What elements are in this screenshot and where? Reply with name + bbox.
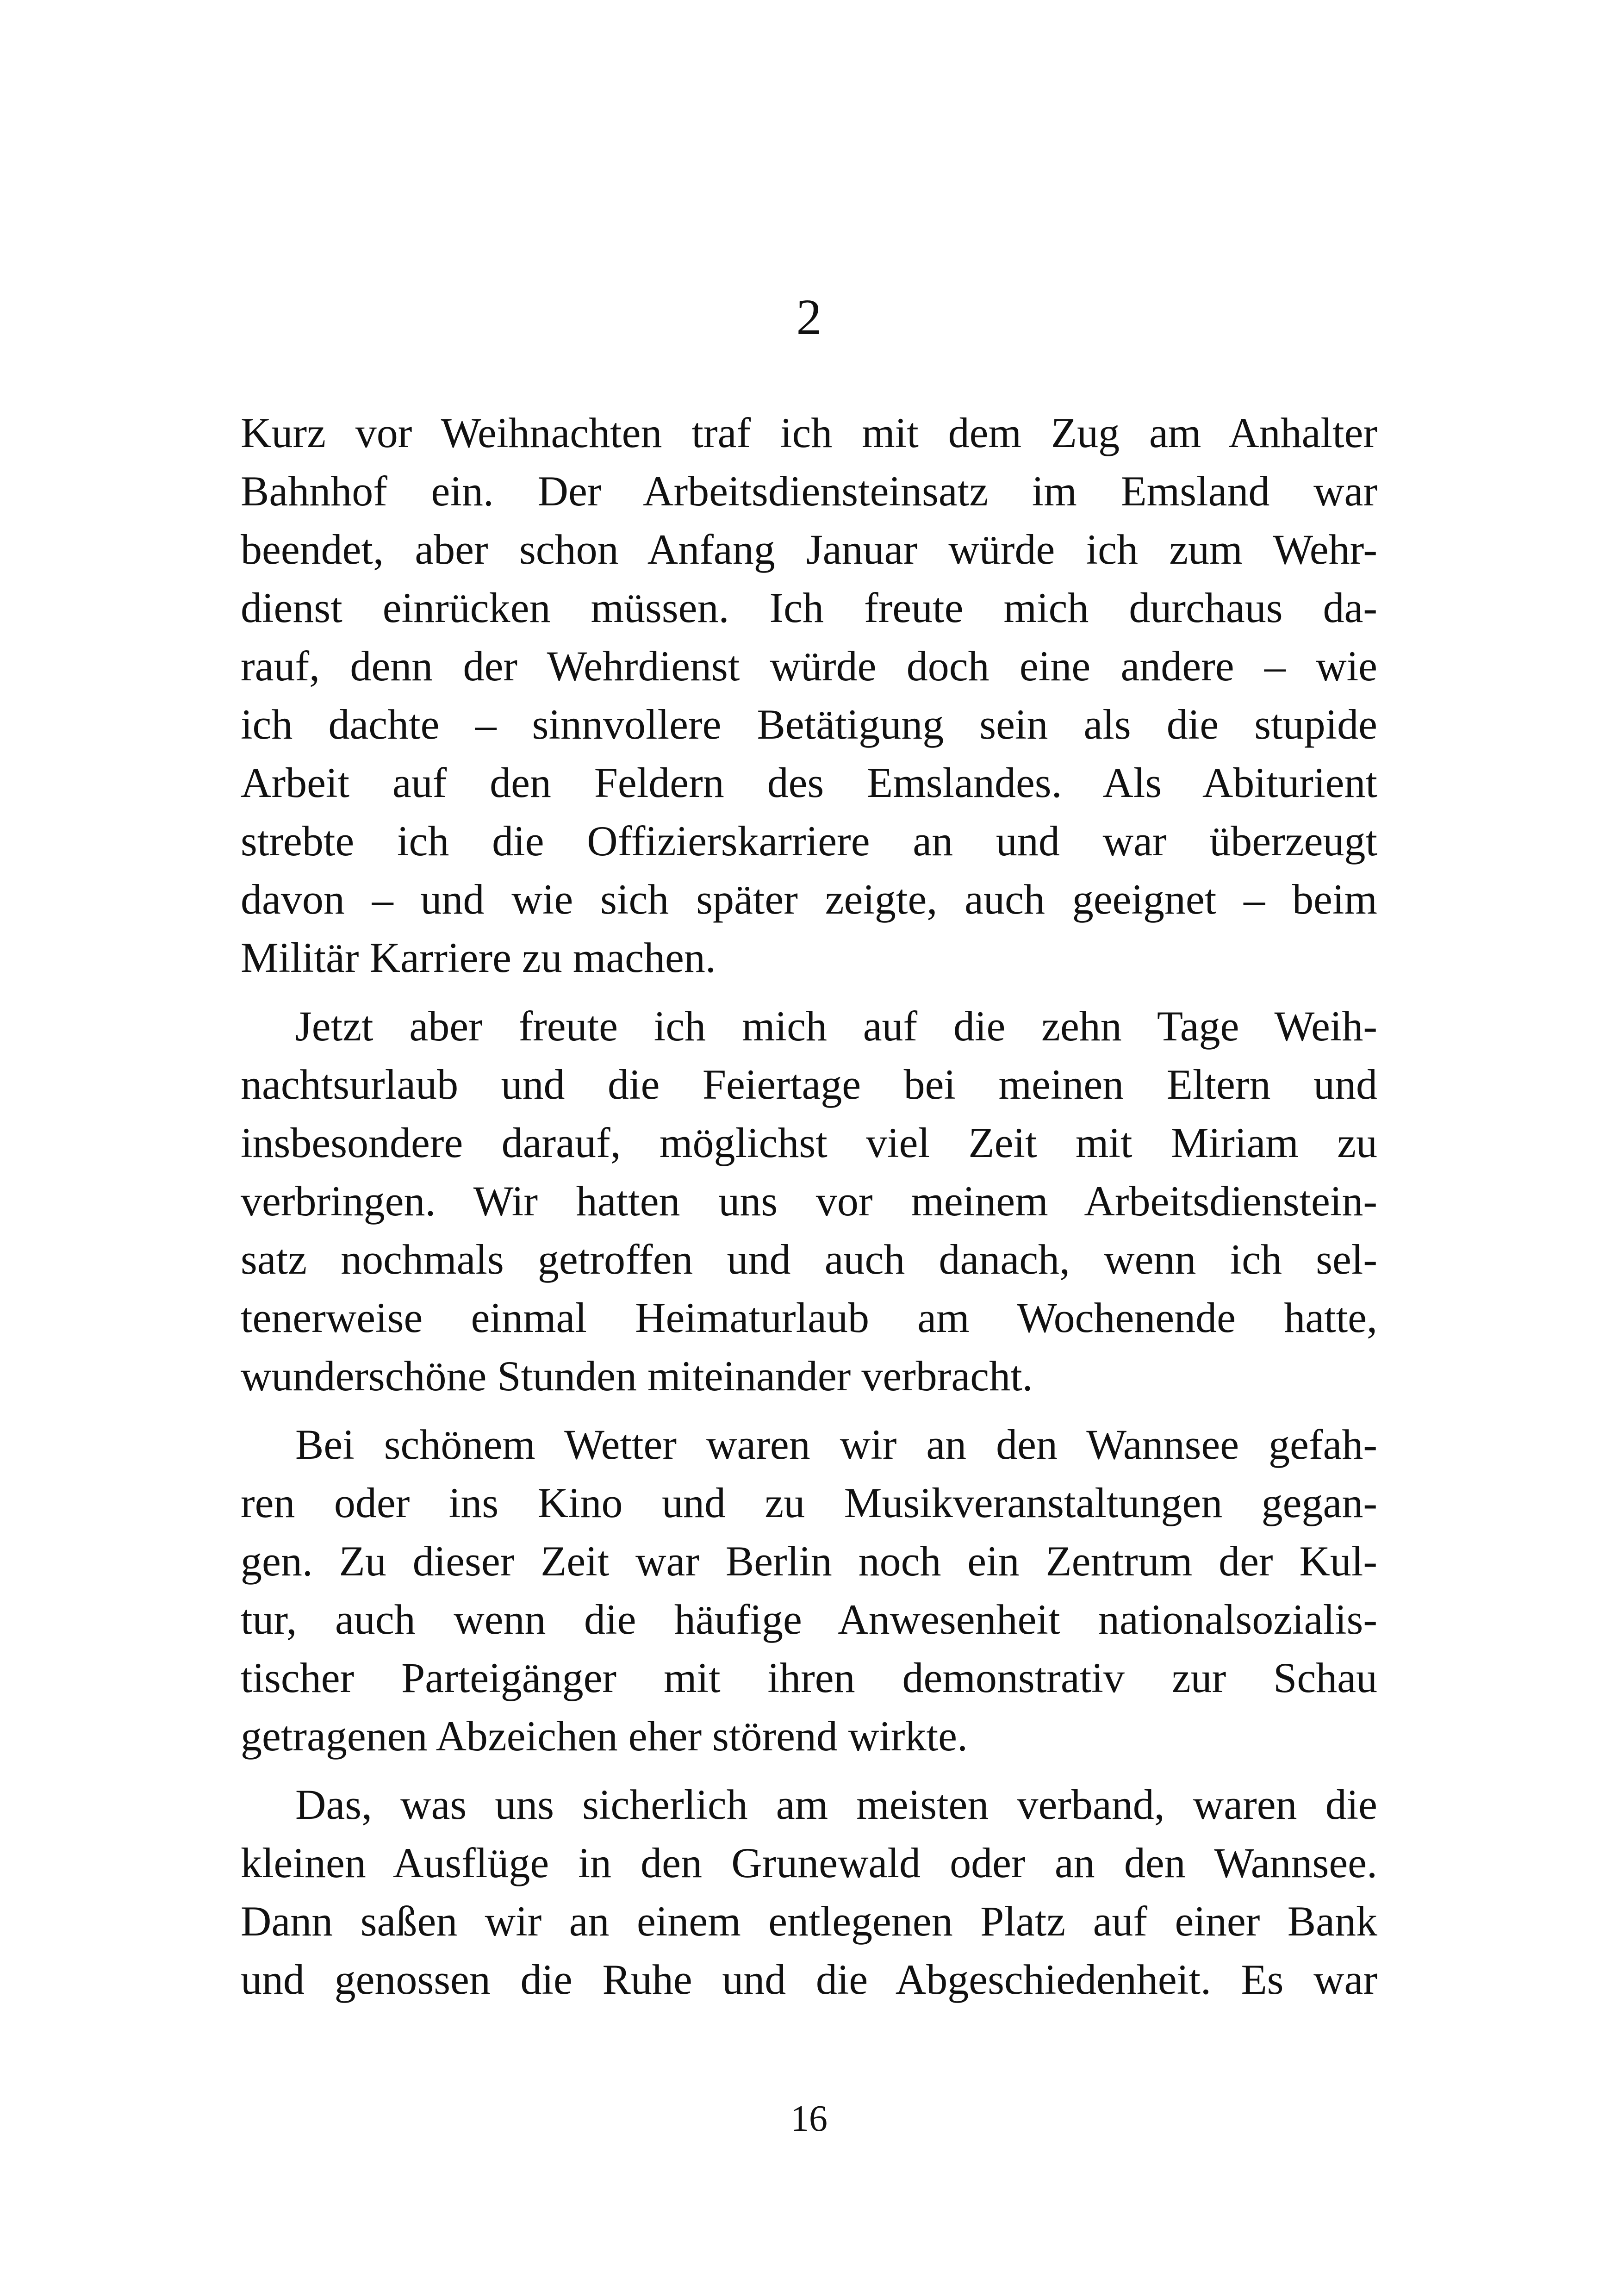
text-line: davon – und wie sich später zeigte, auch geeignet – beim bbox=[241, 876, 1377, 923]
text-line: ich dachte – sinnvollere Betätigung sein als die stupide bbox=[241, 701, 1377, 748]
text-line: rauf, denn der Wehrdienst würde doch eine andere – wie bbox=[241, 642, 1377, 690]
paragraph bbox=[241, 997, 1377, 1405]
text-line: getragenen Abzeichen eher störend wirkte. bbox=[241, 1712, 968, 1760]
text-line: tischer Parteigänger mit ihren demonstrativ zur Schau bbox=[241, 1654, 1377, 1701]
paragraph bbox=[241, 404, 1377, 987]
text-line: beendet, aber schon Anfang Januar würde ich zum Wehr- bbox=[241, 526, 1377, 573]
text-line: Dann saßen wir an einem entlegenen Platz auf einer Bank bbox=[241, 1898, 1377, 1945]
chapter-number: 2 bbox=[796, 289, 822, 345]
text-line: gen. Zu dieser Zeit war Berlin noch ein Zentrum der Kul- bbox=[241, 1537, 1377, 1585]
text-line: ren oder ins Kino und zu Musikveranstaltungen gegan- bbox=[241, 1479, 1377, 1526]
page-number: 16 bbox=[790, 2098, 828, 2139]
text-line: Bahnhof ein. Der Arbeitsdiensteinsatz im Emsland war bbox=[241, 467, 1377, 515]
text-line: insbesondere darauf, möglichst viel Zeit mit Miriam zu bbox=[241, 1119, 1377, 1166]
text-line: Bei schönem Wetter waren wir an den Wannsee gefah- bbox=[295, 1421, 1377, 1468]
text-line: tur, auch wenn die häufige Anwesenheit nationalsozialis- bbox=[241, 1596, 1377, 1643]
text-line: Jetzt aber freute ich mich auf die zehn Tage Weih- bbox=[295, 1002, 1377, 1050]
text-line: und genossen die Ruhe und die Abgeschiedenheit. Es war bbox=[241, 1956, 1377, 2003]
paragraph bbox=[241, 1415, 1377, 1765]
body-text bbox=[241, 404, 1377, 2019]
paragraph bbox=[241, 1775, 1377, 2009]
text-line: dienst einrücken müssen. Ich freute mich durchaus da- bbox=[241, 584, 1377, 631]
text-line: Militär Karriere zu machen. bbox=[241, 934, 716, 981]
text-line: verbringen. Wir hatten uns vor meinem Arbeitsdienstein- bbox=[241, 1177, 1377, 1225]
text-line: satz nochmals getroffen und auch danach, wenn ich sel- bbox=[241, 1236, 1377, 1283]
text-line: strebte ich die Offizierskarriere an und war überzeugt bbox=[241, 817, 1377, 865]
text-line: Kurz vor Weihnachten traf ich mit dem Zug am Anhalter bbox=[241, 409, 1377, 456]
text-line: nachtsurlaub und die Feiertage bei meinen Eltern und bbox=[241, 1061, 1377, 1108]
text-line: kleinen Ausflüge in den Grunewald oder an den Wannsee. bbox=[241, 1839, 1377, 1886]
text-line: tenerweise einmal Heimaturlaub am Wochenende hatte, bbox=[241, 1294, 1377, 1341]
text-line: Arbeit auf den Feldern des Emslandes. Als Abiturient bbox=[241, 759, 1377, 806]
text-line: Das, was uns sicherlich am meisten verband, waren die bbox=[295, 1781, 1377, 1828]
text-line: wunderschöne Stunden miteinander verbracht. bbox=[241, 1352, 1033, 1400]
